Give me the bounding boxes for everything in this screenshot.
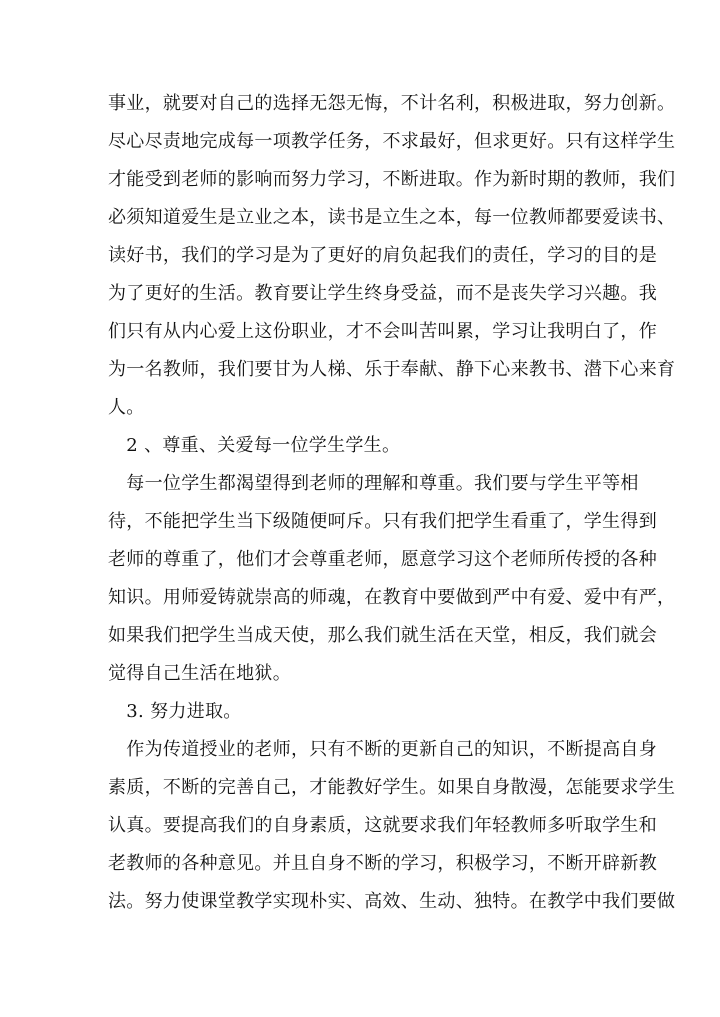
paragraph-line: 为一名教师，我们要甘为人梯、乐于奉献、静下心来教书、潜下心来育 (108, 359, 676, 380)
paragraph-line: 人。 (108, 397, 145, 418)
paragraph-line: 老教师的各种意见。并且自身不断的学习，积极学习，不断开辟新教 (108, 853, 657, 874)
section-heading-2: 2 、尊重、关爱每一位学生学生。 (108, 435, 401, 456)
section-heading-3: 3. 努力进取。 (108, 701, 242, 722)
paragraph-line: 每一位学生都渴望得到老师的理解和尊重。我们要与学生平等相 (108, 473, 639, 494)
paragraph-line: 才能受到老师的影响而努力学习，不断进取。作为新时期的教师，我们 (108, 169, 676, 190)
paragraph-line: 作为传道授业的老师，只有不断的更新自己的知识，不断提高自身 (108, 739, 657, 760)
paragraph-line: 们只有从内心爱上这份职业，才不会叫苦叫累，学习让我明白了，作 (108, 321, 657, 342)
paragraph-line: 读好书，我们的学习是为了更好的肩负起我们的责任，学习的目的是 (108, 245, 657, 266)
paragraph-line: 知识。用师爱铸就崇高的师魂，在教育中要做到严中有爱、爱中有严， (108, 587, 676, 608)
paragraph-line: 认真。要提高我们的自身素质，这就要求我们年轻教师多听取学生和 (108, 815, 657, 836)
paragraph-line: 法。努力使课堂教学实现朴实、高效、生动、独特。在教学中我们要做 (108, 891, 676, 912)
paragraph-line: 必须知道爱生是立业之本，读书是立生之本，每一位教师都要爱读书、 (108, 207, 676, 228)
paragraph-line: 为了更好的生活。教育要让学生终身受益，而不是丧失学习兴趣。我 (108, 283, 657, 304)
paragraph-line: 尽心尽责地完成每一项教学任务，不求最好，但求更好。只有这样学生 (108, 131, 676, 152)
paragraph-line: 素质，不断的完善自己，才能教好学生。如果自身散漫，怎能要求学生 (108, 777, 676, 798)
paragraph-line: 事业，就要对自己的选择无怨无悔，不计名利，积极进取，努力创新。 (108, 93, 676, 114)
paragraph-line: 待，不能把学生当下级随便呵斥。只有我们把学生看重了，学生得到 (108, 511, 657, 532)
paragraph-line: 老师的尊重了，他们才会尊重老师，愿意学习这个老师所传授的各种 (108, 549, 657, 570)
paragraph-line: 如果我们把学生当成天使，那么我们就生活在天堂，相反，我们就会 (108, 625, 657, 646)
paragraph-line: 觉得自己生活在地狱。 (108, 663, 291, 684)
